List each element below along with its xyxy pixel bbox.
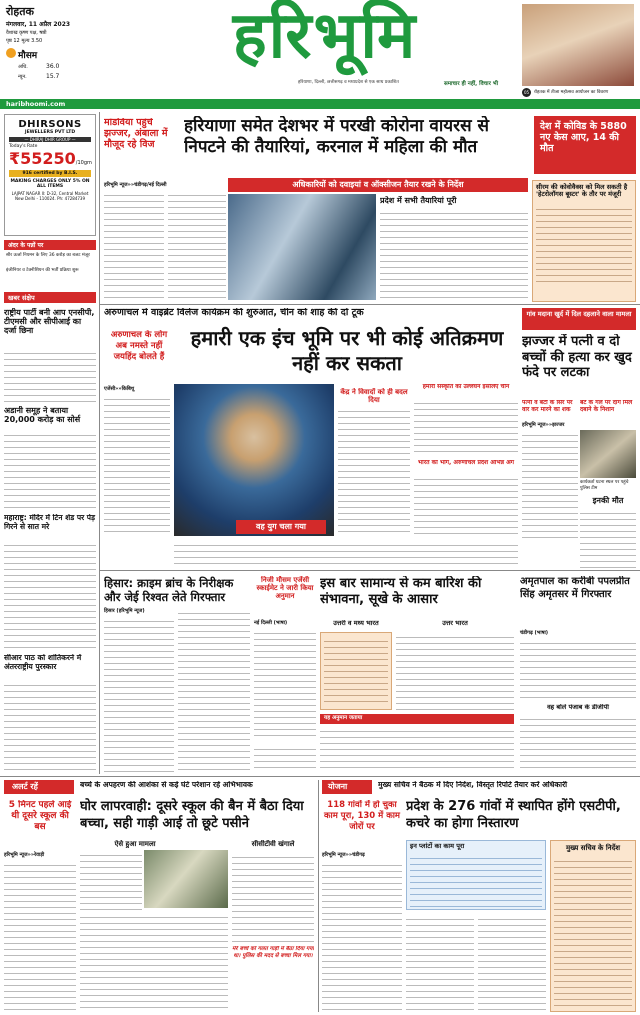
story5-body-col1	[254, 628, 316, 740]
story3-byline: हरिभूमि न्यूज»»झज्जर	[522, 422, 565, 428]
alert-label: अलर्ट रहें	[4, 780, 74, 794]
left-column-divider	[99, 112, 100, 774]
tagline: हरियाणा, दिल्ली, छत्तीसगढ़ व मध्यप्रदेश से एक साथ प्रकाशित	[298, 80, 399, 85]
sun-icon	[6, 48, 16, 58]
brief-body-1	[4, 348, 96, 402]
story6-headline: अमृतपाल का करीबी पपलप्रीत सिंह अमृतसर में गिरफ्तार	[520, 576, 630, 600]
brief-headline-3: महाराष्ट्र: मंदिर में टिन शेड पर पेड़ गिरने से सात मरे	[4, 514, 96, 531]
story3-body-col2	[580, 508, 636, 568]
story4-body-col2	[178, 608, 250, 772]
pages-line: पृष्ठ 12 मूल्य 3.50	[6, 38, 43, 44]
alert-sub1-body	[80, 850, 142, 910]
story5-box2-title: उत्तर भारत	[442, 620, 468, 627]
lead-side-box-title: सीरम की कोवोवैक्स को मिल सकती है 'हेटरोलॉगस बूस्टर' के तौर पर मंजूरी	[536, 183, 628, 199]
story6-sub-body	[520, 714, 636, 772]
story6-body	[520, 638, 636, 702]
story5-body-col2	[254, 744, 316, 772]
lead-sub-headline: प्रदेश में सभी तैयारियां पूरी	[380, 196, 457, 205]
ad-making: MAKING CHARGES ONLY 5% ON ALL ITEMS	[10, 179, 90, 189]
yojana-byline: हरिभूमि न्यूज»»चंडीगढ़	[322, 852, 365, 858]
weather-max: 36.0	[46, 63, 60, 70]
story6-sub-headline: वह बोले पंजाब के डीजीपी	[547, 704, 609, 711]
story5-box1	[320, 632, 392, 710]
story4-headline: हिसार: क्राइम ब्रांच के निरीक्षक और जेई रिश्वत लेते गिरफ्तार	[104, 576, 234, 604]
story6-byline: चंडीगढ़ (भाषा)	[520, 630, 549, 636]
ad-brand: DHIRSONS	[18, 119, 82, 130]
story2-quote: अरुणाचल के लोग अब नमस्ते नहीं जयहिंद बोलते हैं	[110, 330, 168, 362]
story2-kicker: अरुणाचल में वाइब्रेंट विलेज कार्यक्रम की शुरुआत, चीन को शाह की दो टूक	[104, 308, 364, 318]
alert-body-col1	[4, 860, 76, 1010]
masthead-left	[6, 4, 92, 80]
alert-sub2-body	[232, 852, 314, 942]
brief-body-2	[4, 430, 96, 510]
ad-rate-label: Today's Rate	[9, 144, 38, 149]
alert-byline: हरिभूमि न्यूज»»रेवाड़ी	[4, 852, 45, 858]
ad-address: LAJPAT NAGAR II: D-32, Central Market New Delhi - 110024. Ph: 47284739	[11, 191, 89, 201]
lead-body-col2	[168, 190, 226, 298]
inside-item-1: सौर ऊर्जा नियमन के लिए 36 करोड़ का बजट मंजूर	[6, 253, 90, 258]
slogan: समाचार ही नहीं, विचार भी	[444, 81, 499, 87]
story2-body-col2	[338, 406, 410, 534]
story2-byline: एजेंसी»»किबिथू	[104, 386, 135, 392]
yojana-side: 118 गांवों में हो चुका काम पूरा, 130 में काम जोरों पर	[323, 800, 401, 832]
lead-side-box-body	[536, 204, 632, 286]
weather-box	[6, 48, 92, 84]
brief-body-4	[4, 680, 96, 772]
yojana-kicker: मुख्य सचिव ने बैठक में दिए निर्देश, विस्तृत रिपोर्ट तैयार करें अधिकारी	[378, 781, 568, 789]
alert-photo	[144, 850, 228, 908]
brief-headline-1: राष्ट्रीय पार्टी बनी आप एनसीपी, टीएमसी और सीपीआई का दर्जा छिना	[4, 308, 95, 336]
story5-box1-title: उत्तरी व मध्य भारत	[333, 620, 379, 627]
bottom-divider	[318, 780, 319, 1012]
alert-sub2: सीसीटीवी खंगाले	[251, 840, 295, 848]
date-line: मंगलवार, 11 अप्रैल 2023	[6, 21, 71, 28]
yojana-body-col1	[322, 860, 402, 1010]
story3-bullet-2: बेटे के गले पर दाग मिले दबाने के निशान	[580, 400, 633, 413]
lead-sub-body	[380, 208, 528, 300]
story5-kicker: निजी मौसम एजेंसी स्काईमेट ने जारी किया अनुमान	[256, 576, 314, 601]
story3-bullet-1: पत्नी व बेटी के सिर पर वार कर मारने का शक	[522, 400, 573, 413]
yojana-box	[406, 840, 546, 910]
website-url[interactable]: haribhoomi.com	[6, 100, 66, 108]
story2-photo-footer	[174, 540, 518, 566]
lead-side-box	[532, 180, 636, 302]
weather-min-label: न्यून.	[18, 74, 27, 80]
city-name: रोहतक	[6, 5, 34, 18]
section-rule-1	[100, 304, 640, 305]
ad-sub: JEWELLERS PVT LTD	[24, 130, 76, 135]
story3-photo	[580, 430, 636, 478]
ad-sub2: — DHIRAJ DHIR GROUP —	[9, 137, 91, 142]
story2-photo	[174, 384, 334, 536]
story3-sub-headline: इनकी मौत	[592, 496, 624, 505]
yojana-body-col3	[478, 914, 546, 1010]
lead-body-col1	[104, 190, 164, 298]
teaser-photo	[522, 4, 634, 86]
alert-quote: मेरे बच्चे को गलत गाड़ी में बैठा दिया गया था। पुलिस की मदद से बच्चा मिल गया।	[232, 946, 314, 959]
story2-sub-headline: केंद्र ने विवादों को ही बदल दिया	[340, 388, 408, 405]
website-bar	[0, 99, 640, 109]
story2-box1-title: हमारी संस्कृति का उल्लंघन इसलिए चीन	[422, 384, 510, 390]
teaser-caption: 05 रोहतक में तीजा महोत्सव आयोजन का विवरण	[523, 89, 609, 95]
section-rule-2	[100, 570, 640, 571]
alert-side: 5 मिनट पहले आई थी दूसरे स्कूल की बस	[8, 800, 72, 832]
story5-byline: नई दिल्ली (भाषा)	[254, 620, 288, 626]
inside-pages-title: अंदर के पन्नों पर	[4, 240, 96, 250]
section-rule-3	[0, 776, 640, 777]
brief-headline-4: सीआर पाठ को शांतिकरने में अंतरराष्ट्रीय पुरस्कार	[4, 654, 82, 671]
news-brief-title: खबर संक्षेप	[4, 292, 96, 303]
story5-box2-body	[396, 632, 514, 710]
story3-kicker: गांव मदाना खुर्द में दिल दहलाने वाला मामला	[522, 308, 636, 330]
alert-body-col2	[80, 912, 228, 1010]
lead-byline: हरिभूमि न्यूज»»चंडीगढ़/नई दिल्ली	[104, 182, 167, 188]
panchang-line: वैशाख कृष्ण पक्ष, षष्ठी	[6, 30, 47, 36]
brief-headline-2: अडानी समूह ने बताया 20,000 करोड़ का सोर्स	[4, 406, 81, 425]
lead-photo	[228, 194, 376, 300]
alert-sub1: ऐसे हुआ मामला	[114, 840, 156, 848]
lead-headline: हरियाणा समेत देशभर में परखी कोरोना वायरस से निपटने की तैयारियां, करनाल में महिला की मौत	[184, 116, 489, 157]
alert-headline: घोर लापरवाही: दूसरे स्कूल की बैन में बैठा दिया बच्चा, सही गाड़ी आई तो छूटे पसीने	[80, 799, 304, 831]
story2-headline: हमारी एक इंच भूमि पर भी कोई अतिक्रमण नहीं कर सकता	[190, 326, 504, 375]
jewellery-ad	[4, 114, 96, 236]
ad-price: ₹55250	[9, 149, 76, 168]
story5-box3-body	[320, 726, 514, 772]
story5-box3-title: यह अनुमान जताया	[320, 714, 514, 724]
inside-item-2: इंजीनियर व टेक्नीशियन की भर्ती प्रक्रिया शुरू	[6, 268, 79, 273]
yojana-label: योजना	[322, 780, 372, 794]
story4-body-col1	[104, 616, 174, 772]
yojana-body-col2	[406, 914, 474, 1010]
weather-label: मौसम	[18, 51, 38, 61]
story4-byline: हिसार (हरिभूमि न्यूज)	[104, 608, 145, 614]
yojana-side-box	[550, 840, 636, 1012]
story2-photo-caption: वह युग चला गया	[236, 520, 326, 534]
weather-min: 15.7	[46, 73, 60, 80]
yojana-headline: प्रदेश के 276 गांवों में स्थापित होंगे एसटीपी, कचरे का होगा निस्तारण	[406, 799, 621, 831]
story2-box2-body	[414, 474, 518, 534]
story2-box2-title: भारत का भाग, अरुणाचल प्रदेश अभिन्न अंग	[417, 460, 515, 466]
story3-headline: झज्जर में पत्नी व दो बच्चों की हत्या कर खुद फंदे पर लटका	[522, 334, 632, 380]
story3-photo-caption: कार्यकर्ता घटना स्थल पर पहुंचे पुलिस टीम	[580, 480, 629, 491]
ad-hallmark: 916 certified by B.I.S.	[9, 170, 91, 177]
ad-price-unit: /10gm	[75, 160, 92, 166]
story2-box1-body	[414, 398, 518, 456]
logo: हरिभूमि	[232, 0, 418, 73]
yojana-box-title: इन प्लांटों का काम पूरा	[410, 842, 465, 850]
story5-headline: इस बार सामान्य से कम बारिश की संभावना, सूखे के आसार	[320, 576, 482, 607]
story2-body-col1	[104, 394, 170, 534]
yojana-side-box-title: मुख्य सचिव के निर्देश	[565, 844, 621, 852]
brief-body-3	[4, 540, 96, 650]
weather-max-label: अधि.	[18, 64, 28, 70]
story3-body-col1	[522, 430, 578, 540]
lead-stat-box: देश में कोविड के 5880 नए केस आए, 14 की मौत	[534, 116, 636, 174]
page-number-badge: 05	[523, 89, 530, 95]
lead-side-headline: मांडविया पहुंचे झज्जर, अंबाला में मौजूद रहे विज	[104, 118, 168, 150]
lead-banner: अधिकारियों को दवाइयां व ऑक्सीजन तैयार रखने के निर्देश	[228, 178, 528, 192]
alert-kicker: बच्चे के अपहरण की आशंका से कई घंटे परेशान रहे अभिभावक	[80, 781, 253, 789]
